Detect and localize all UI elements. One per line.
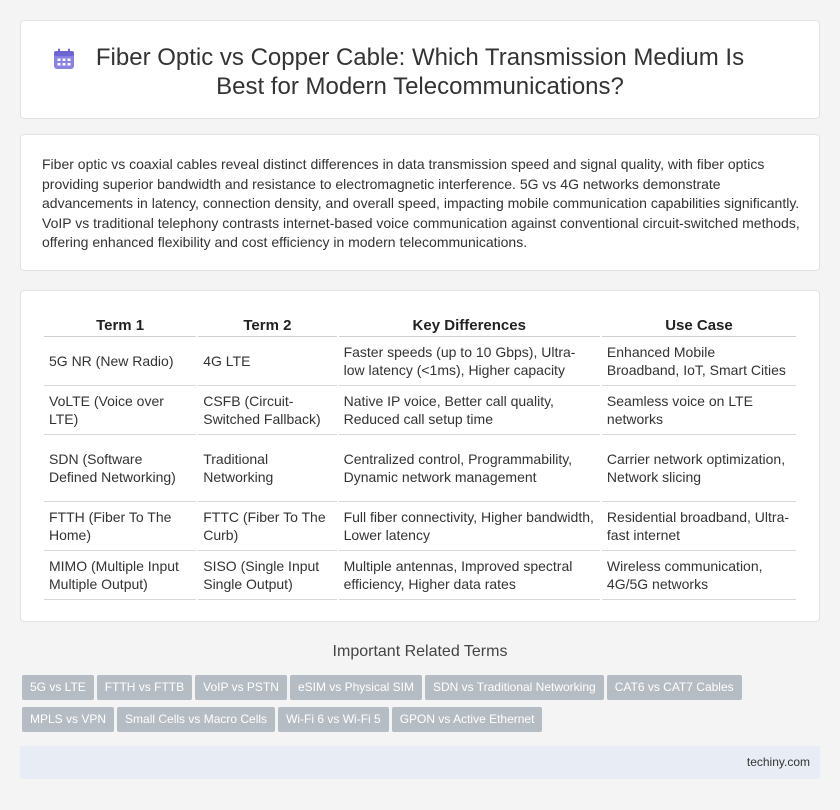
table-row <box>44 502 796 551</box>
comparison-card <box>20 290 820 622</box>
table-row <box>44 435 796 502</box>
table-cell: SDN (Software Defined Networking) <box>44 435 196 502</box>
header-term-2: Term 2 <box>198 314 336 337</box>
related-term-tag[interactable]: Small Cells vs Macro Cells <box>117 707 275 732</box>
header-term-1: Term 1 <box>44 314 196 337</box>
table-cell: Multiple antennas, Improved spectral efficiency, Higher data rates <box>339 551 600 600</box>
table-cell: Carrier network optimization, Network slicing <box>602 435 796 502</box>
page-title: Fiber Optic vs Copper Cable: Which Transmission Medium Is Best for Modern Telecommunications? <box>95 44 745 100</box>
header-key-differences: Key Differences <box>339 314 600 337</box>
table-cell: SISO (Single Input Single Output) <box>198 551 336 600</box>
table-cell: Full fiber connectivity, Higher bandwidth, Lower latency <box>339 502 600 551</box>
footer-site-link[interactable]: techiny.com <box>746 755 810 769</box>
related-term-tag[interactable]: MPLS vs VPN <box>22 707 114 732</box>
table-cell: 4G LTE <box>198 337 336 386</box>
table-row <box>44 386 796 435</box>
table-cell: CSFB (Circuit-Switched Fallback) <box>198 386 336 435</box>
table-row <box>44 551 796 600</box>
table-cell: Residential broadband, Ultra-fast internet <box>602 502 796 551</box>
header-use-case: Use Case <box>602 314 796 337</box>
related-term-tag[interactable]: GPON vs Active Ethernet <box>392 707 543 732</box>
table-cell: Traditional Networking <box>198 435 336 502</box>
table-cell: Faster speeds (up to 10 Gbps), Ultra-low latency (<1ms), Higher capacity <box>339 337 600 386</box>
related-term-tag[interactable]: CAT6 vs CAT7 Cables <box>607 675 742 700</box>
table-cell: Native IP voice, Better call quality, Reduced call setup time <box>339 386 600 435</box>
table-cell: FTTH (Fiber To The Home) <box>44 502 196 551</box>
intro-paragraph: Fiber optic vs coaxial cables reveal distinct differences in data transmission speed and signal quality, with fiber optics providing superior bandwidth and resistance to electromagnetic interference. 5G vs 4G networks demonstrate advancements in latency, connection density, and overall speed, impacting mobile communication capabilities significantly. VoIP vs traditional telephony contrasts internet-based voice communication against conventional circuit-switched methods, offering enhanced flexibility and cost efficiency in modern telecommunications. <box>42 156 800 250</box>
related-terms-heading: Important Related Terms <box>332 643 508 660</box>
table-cell: Seamless voice on LTE networks <box>602 386 796 435</box>
related-term-tag[interactable]: Wi-Fi 6 vs Wi-Fi 5 <box>278 707 389 732</box>
table-cell: Wireless communication, 4G/5G networks <box>602 551 796 600</box>
table-cell: Centralized control, Programmability, Dynamic network management <box>339 435 600 502</box>
intro-card <box>20 134 820 271</box>
table-row <box>44 337 796 386</box>
comparison-table <box>42 314 798 600</box>
table-cell: 5G NR (New Radio) <box>44 337 196 386</box>
header-card <box>20 20 820 119</box>
table-cell: MIMO (Multiple Input Multiple Output) <box>44 551 196 600</box>
table-cell: Enhanced Mobile Broadband, IoT, Smart Cities <box>602 337 796 386</box>
related-term-tag[interactable]: SDN vs Traditional Networking <box>425 675 604 700</box>
table-header-row <box>44 314 796 337</box>
table-cell: VoLTE (Voice over LTE) <box>44 386 196 435</box>
related-term-tag[interactable]: VoIP vs PSTN <box>195 675 287 700</box>
related-term-tag[interactable]: eSIM vs Physical SIM <box>290 675 422 700</box>
related-term-tag[interactable]: FTTH vs FTTB <box>97 675 192 700</box>
footer-bar <box>20 746 820 779</box>
table-cell: FTTC (Fiber To The Curb) <box>198 502 336 551</box>
related-term-tag[interactable]: 5G vs LTE <box>22 675 94 700</box>
related-terms-list <box>22 675 802 739</box>
